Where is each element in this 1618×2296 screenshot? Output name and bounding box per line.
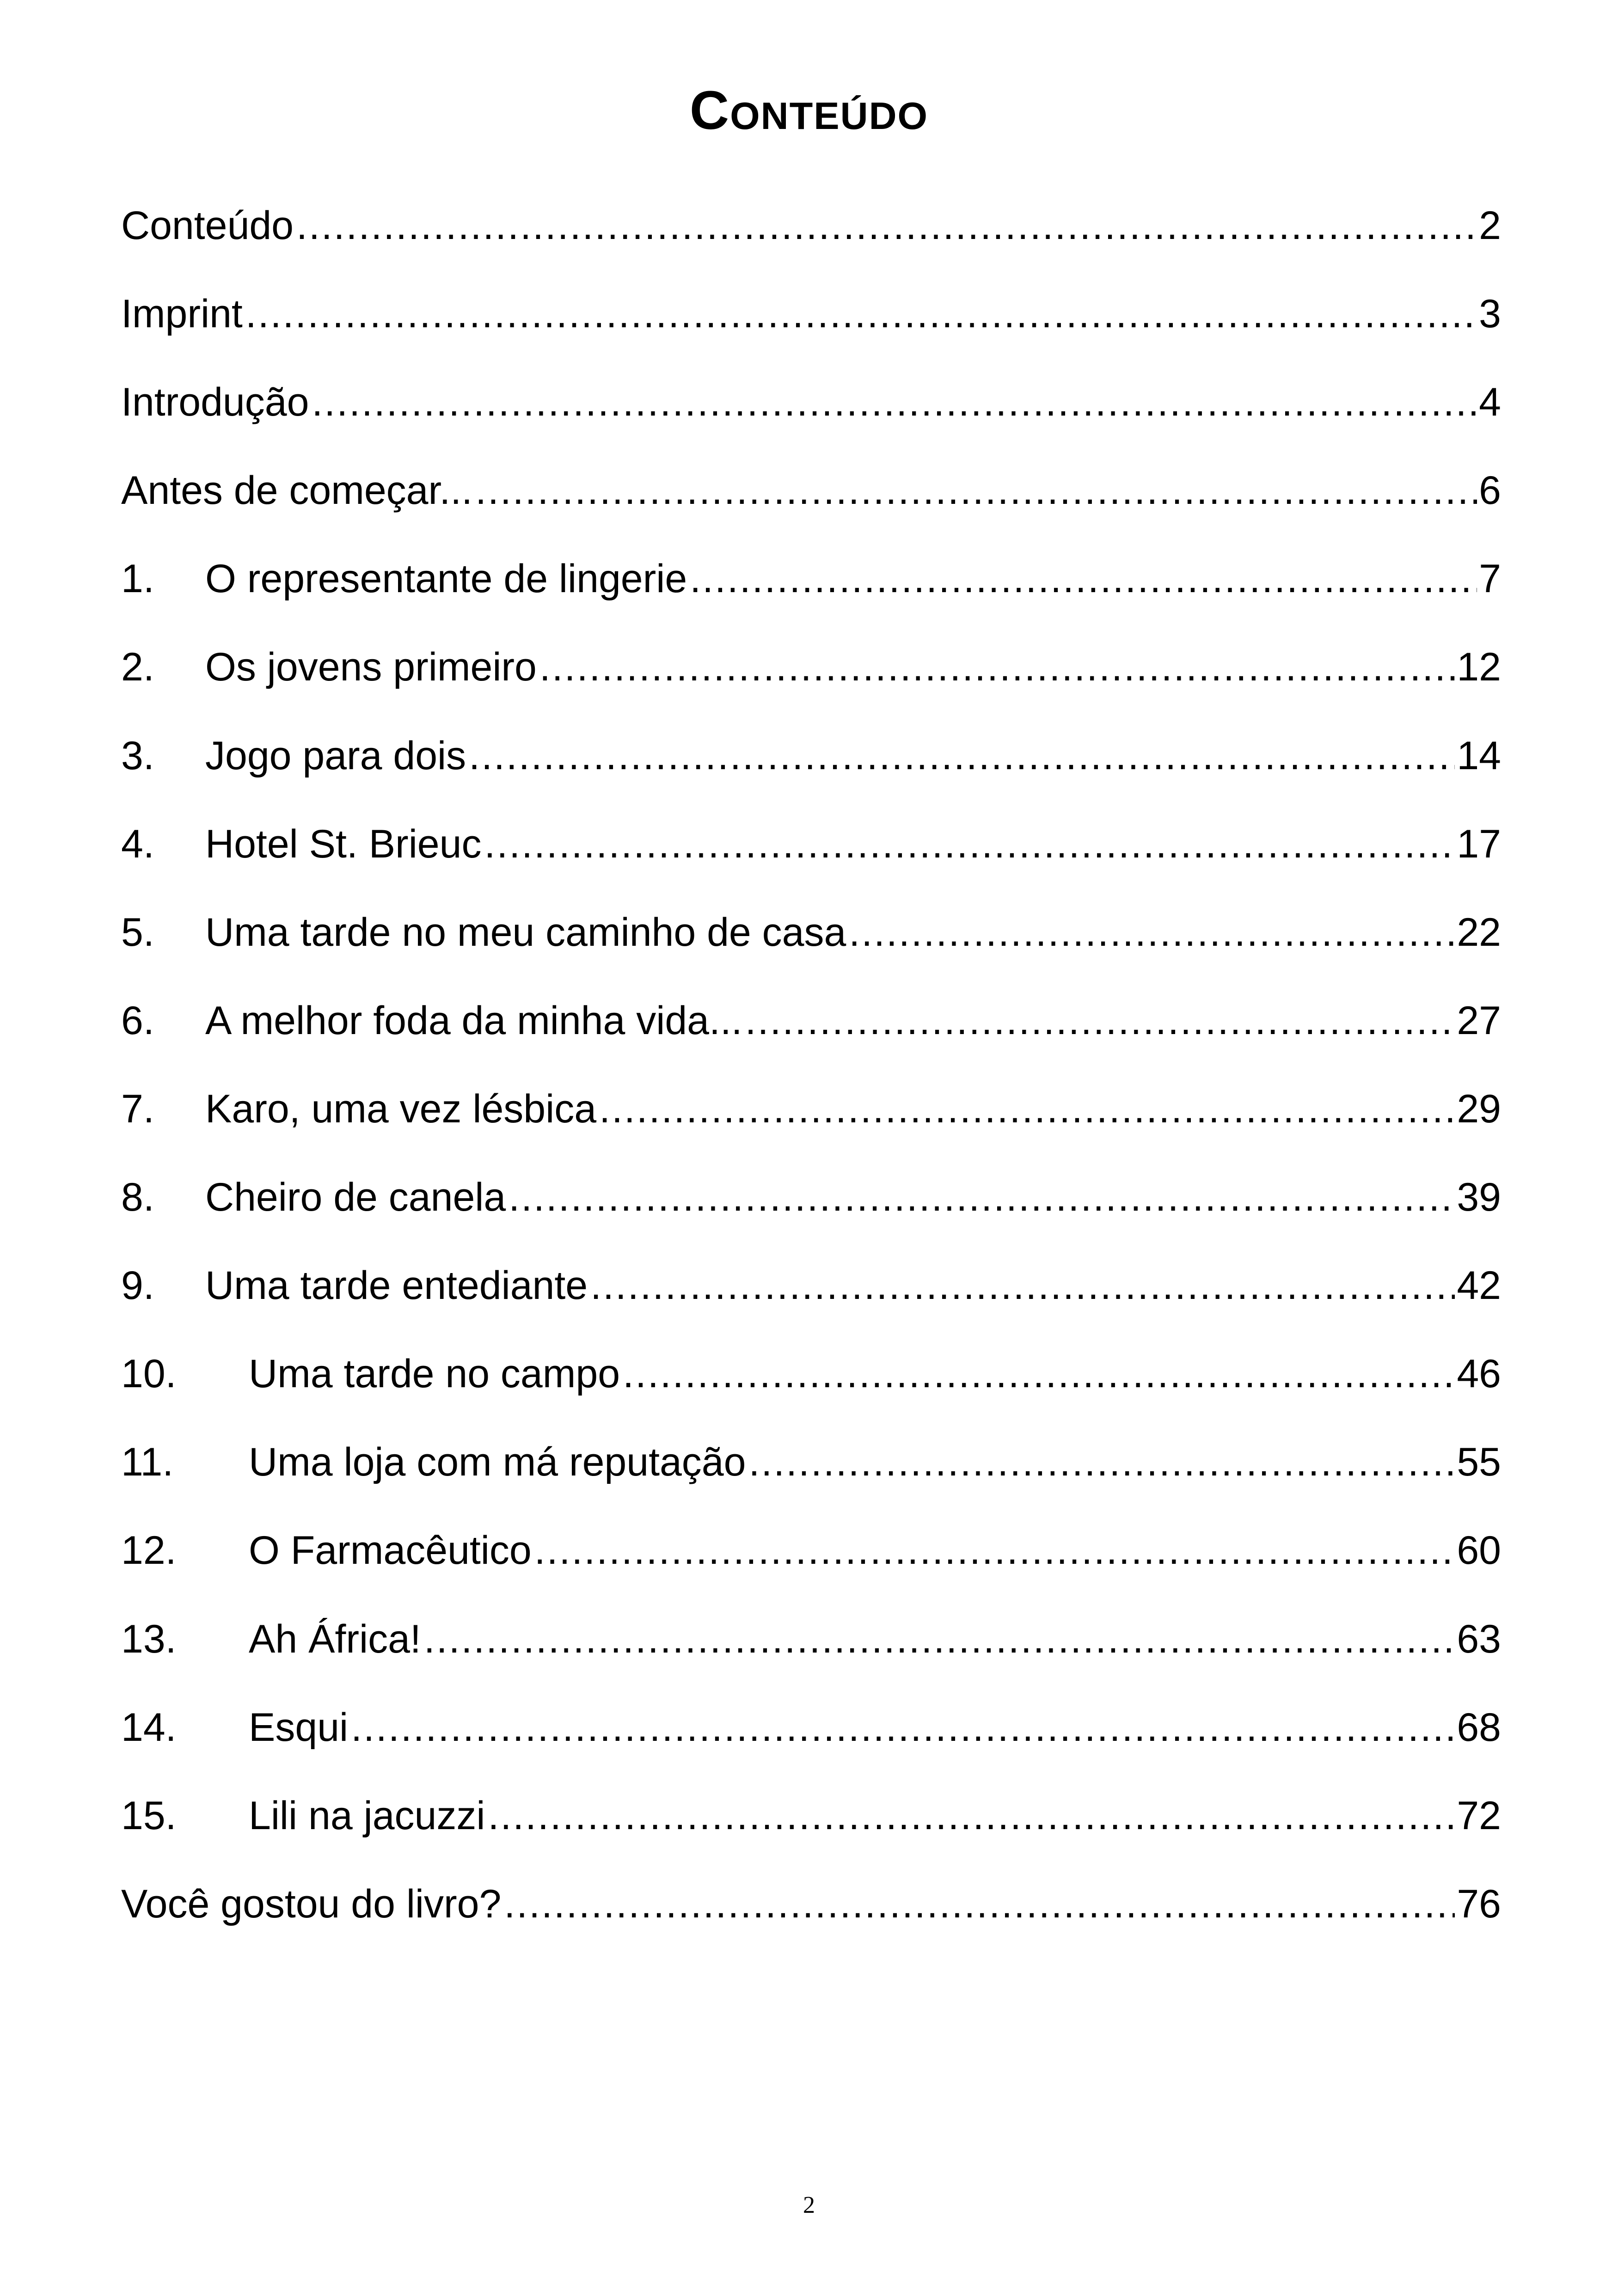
toc-entry-title: Uma loja com má reputação <box>249 1440 746 1485</box>
toc-entry[interactable] <box>121 1086 1501 1177</box>
toc-entry-number: 7. <box>121 1086 154 1131</box>
toc-entry-number: 1. <box>121 557 154 601</box>
toc-entry-title: Esqui <box>249 1705 349 1750</box>
toc-entry[interactable] <box>121 203 1501 294</box>
toc-entry-title: O Farmacêutico <box>249 1528 532 1573</box>
toc-entry-number: 10. <box>121 1352 177 1396</box>
toc-entry-number: 13. <box>121 1616 177 1661</box>
toc-entry-title: Conteúdo <box>121 203 294 248</box>
toc-entry[interactable] <box>121 998 1501 1089</box>
toc-entry-page: 6 <box>1479 468 1501 513</box>
toc-entry-page: 63 <box>1457 1616 1501 1661</box>
toc-entry-title: Lili na jacuzzi <box>249 1793 485 1838</box>
toc-entry[interactable] <box>121 1793 1501 1884</box>
toc-entry[interactable] <box>121 1616 1501 1708</box>
toc-entry-page: 14 <box>1457 733 1501 778</box>
toc-entry[interactable] <box>121 1881 1501 1972</box>
toc-entry-number: 8. <box>121 1175 154 1220</box>
toc-entry-title: A melhor foda da minha vida... <box>205 998 742 1043</box>
toc-entry-page: 22 <box>1457 910 1501 955</box>
toc-entry-title: Uma tarde entediante <box>205 1263 588 1308</box>
toc-entry-number: 3. <box>121 733 154 778</box>
toc-entry-number: 15. <box>121 1793 177 1838</box>
toc-dot-leader <box>296 206 1477 245</box>
toc-entry-number: 4. <box>121 821 154 866</box>
toc-entry-page: 42 <box>1457 1263 1501 1308</box>
toc-entry[interactable] <box>121 1528 1501 1619</box>
toc-dot-leader <box>509 1177 1455 1217</box>
toc-entry-title: O representante de lingerie <box>205 557 687 601</box>
toc-entry-page: 27 <box>1457 998 1501 1043</box>
toc-entry-page: 12 <box>1457 645 1501 690</box>
toc-dot-leader <box>351 1708 1455 1747</box>
toc-entry-title: Antes de começar... <box>121 468 473 513</box>
toc-dot-leader <box>539 647 1455 687</box>
toc-dot-leader <box>690 559 1477 599</box>
toc-dot-leader <box>623 1354 1455 1394</box>
toc-entry-page: 68 <box>1457 1705 1501 1750</box>
toc-dot-leader <box>534 1531 1455 1570</box>
toc-entry-page: 72 <box>1457 1793 1501 1838</box>
toc-entry[interactable] <box>121 733 1501 824</box>
toc-entry[interactable] <box>121 382 1501 471</box>
toc-dot-leader <box>245 294 1477 334</box>
toc-entry-number: 5. <box>121 910 154 955</box>
toc-entry-page: 39 <box>1457 1175 1501 1220</box>
toc-entry-title: Hotel St. Brieuc <box>205 821 482 866</box>
toc-entry-title: Ah África! <box>249 1616 421 1661</box>
toc-entry-title: Karo, uma vez lésbica <box>205 1086 597 1131</box>
toc-entry[interactable] <box>121 468 1501 559</box>
toc-entry-title: Uma tarde no campo <box>249 1352 620 1396</box>
toc-entry[interactable] <box>121 294 1501 382</box>
toc-entry-number: 9. <box>121 1263 154 1308</box>
toc-entry-page: 60 <box>1457 1528 1501 1573</box>
toc-entry-page: 17 <box>1457 821 1501 866</box>
toc-entry[interactable] <box>121 912 1501 1001</box>
toc-entry-page: 46 <box>1457 1352 1501 1396</box>
toc-dot-leader <box>484 824 1455 864</box>
toc-entry-title: Os jovens primeiro <box>205 645 537 690</box>
toc-entry-page: 7 <box>1479 557 1501 601</box>
toc-dot-leader <box>475 471 1477 510</box>
toc-entry[interactable] <box>121 1263 1501 1354</box>
toc-dot-leader <box>590 1266 1455 1305</box>
toc-entry[interactable] <box>121 559 1501 647</box>
page-number: 2 <box>803 2192 815 2218</box>
page-title: Conteúdo <box>689 80 929 141</box>
toc-dot-leader <box>748 1442 1455 1482</box>
toc-entry[interactable] <box>121 647 1501 735</box>
toc-entry-title: Introdução <box>121 380 309 425</box>
toc-entry-number: 12. <box>121 1528 177 1573</box>
toc-entry-number: 2. <box>121 645 154 690</box>
toc-entry[interactable] <box>121 1354 1501 1442</box>
toc-entry-title: Imprint <box>121 292 243 337</box>
toc-entry[interactable] <box>121 1705 1501 1796</box>
toc-entry-page: 76 <box>1457 1881 1501 1926</box>
toc-dot-leader <box>849 912 1455 952</box>
toc-entry[interactable] <box>121 821 1501 912</box>
toc-dot-leader <box>312 382 1477 422</box>
toc-dot-leader <box>469 736 1455 776</box>
toc-entry-page: 29 <box>1457 1086 1501 1131</box>
toc-entry-number: 6. <box>121 998 154 1043</box>
table-of-contents <box>121 203 1501 1972</box>
toc-entry-page: 55 <box>1457 1440 1501 1485</box>
toc-entry-number: 14. <box>121 1705 177 1750</box>
toc-entry-number: 11. <box>121 1440 174 1485</box>
toc-entry-title: Cheiro de canela <box>205 1175 506 1220</box>
toc-entry-title: Jogo para dois <box>205 733 466 778</box>
toc-dot-leader <box>599 1089 1455 1129</box>
toc-entry-title: Você gostou do livro? <box>121 1881 502 1926</box>
toc-dot-leader <box>745 1001 1455 1041</box>
toc-entry-title: Uma tarde no meu caminho de casa <box>205 910 846 955</box>
toc-entry-page: 3 <box>1479 292 1501 337</box>
toc-entry-page: 4 <box>1479 380 1501 425</box>
toc-entry[interactable] <box>121 1177 1501 1266</box>
toc-dot-leader <box>504 1884 1455 1924</box>
toc-entry[interactable] <box>121 1442 1501 1531</box>
toc-entry-page: 2 <box>1479 203 1501 248</box>
toc-dot-leader <box>488 1796 1455 1836</box>
toc-dot-leader <box>424 1619 1455 1659</box>
